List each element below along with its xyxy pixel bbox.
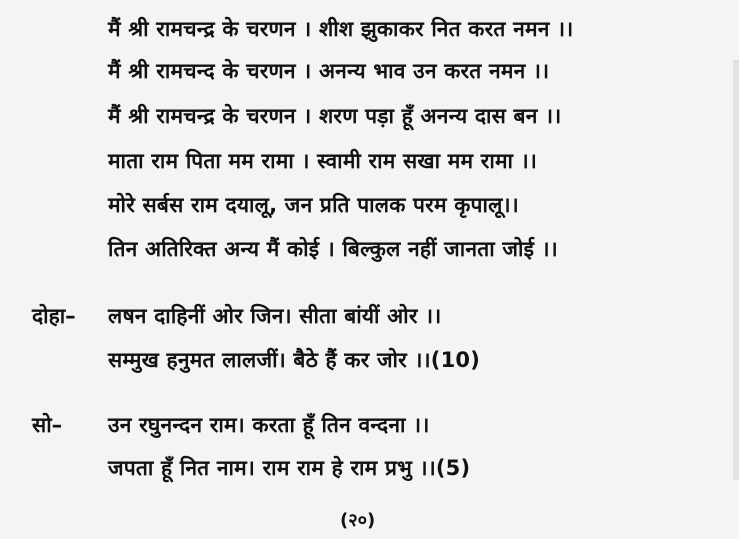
verse-line-6: तिन अतिरिक्त अन्य मैं कोई । बिल्कुल नहीं जानता जोई ।। xyxy=(108,237,558,261)
page-number: (२०) xyxy=(340,510,376,531)
doha-line-2: सम्मुख हनुमत लालजीं। बैठे हैं कर जोर ।।(10) xyxy=(108,348,481,372)
soratha-label: सो– xyxy=(32,413,63,437)
doha-line-1: लषन दाहिनीं ओर जिन। सीता बांयीं ओर ।। xyxy=(108,304,442,328)
soratha-line-1: उन रघुनन्दन राम। करता हूँ तिन वन्दना ।। xyxy=(108,413,430,437)
verse-line-5: मोरे सर्बस राम दयालू, जन प्रति पालक परम कृपालू।। xyxy=(108,193,519,217)
verse-line-1: मैं श्री रामचन्द्र के चरणन । शीश झुकाकर नित करत नमन ।। xyxy=(108,17,574,41)
doha-label: दोहा– xyxy=(32,304,76,328)
page-edge-shadow xyxy=(733,60,739,480)
verse-line-2: मैं श्री रामचन्द के चरणन । अनन्य भाव उन करत नमन ।। xyxy=(108,59,550,83)
verse-line-3: मैं श्री रामचन्द्र के चरणन । शरण पड़ा हूँ अनन्य दास बन ।। xyxy=(108,104,562,128)
soratha-line-2: जपता हूँ नित नाम। राम राम हे राम प्रभु ।।(5) xyxy=(108,456,471,480)
verse-line-4: माता राम पिता मम रामा । स्वामी राम सखा मम रामा ।। xyxy=(108,149,538,173)
